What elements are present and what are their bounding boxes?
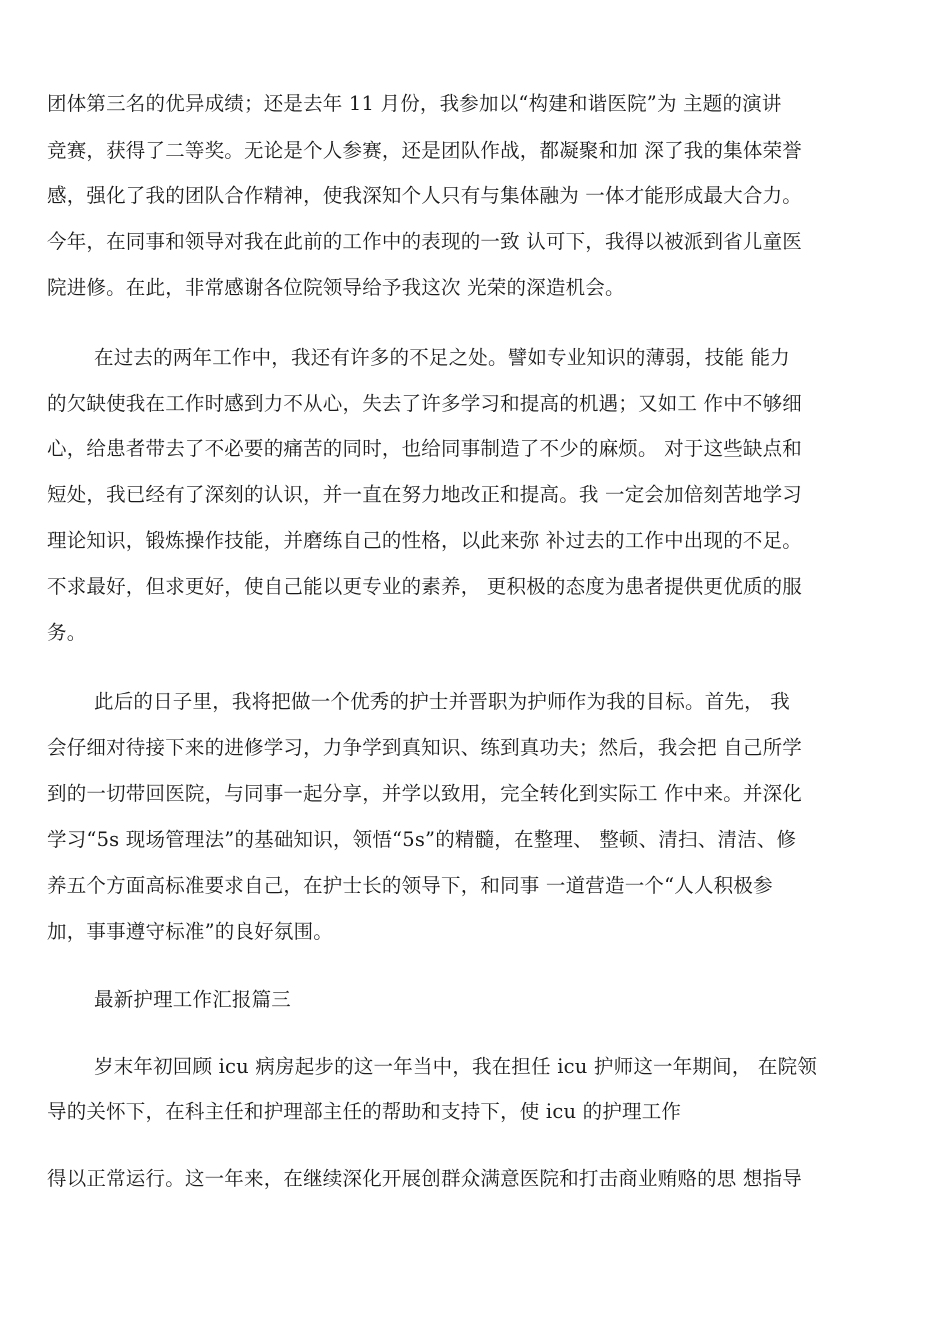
text-line: 的欠缺使我在工作时感到力不从心，失去了许多学习和提高的机遇；又如工 作中不够细 (47, 392, 802, 415)
text-line: 养五个方面高标准要求自己，在护士长的领导下，和同事 一道营造一个“人人积极参 (47, 874, 773, 897)
text-line: 会仔细对待接下来的进修学习，力争学到真知识、练到真功夫；然后，我会把 自己所学 (47, 736, 802, 759)
text-line: 不求最好，但求更好，使自己能以更专业的素养， 更积极的态度为患者提供更优质的服 (47, 575, 802, 598)
text-line: 团体第三名的优异成绩；还是去年 11 月份，我参加以“构建和谐医院”为 主题的演讲 (47, 92, 782, 115)
text-line: 院进修。在此，非常感谢各位院领导给予我这次 光荣的深造机会。 (47, 276, 625, 299)
text-line: 得以正常运行。这一年来，在继续深化开展创群众满意医院和打击商业贿赂的思 想指导 (47, 1167, 802, 1190)
text-line: 导的关怀下，在科主任和护理部主任的帮助和支持下，使 icu 的护理工作 (47, 1100, 682, 1123)
paragraph-start-line: 在过去的两年工作中，我还有许多的不足之处。譬如专业知识的薄弱，技能 能力 (94, 346, 790, 369)
section-heading: 最新护理工作汇报篇三 (94, 988, 292, 1011)
text-line: 理论知识，锻炼操作技能，并磨练自己的性格，以此来弥 补过去的工作中出现的不足。 (47, 529, 802, 552)
text-line: 务。 (47, 621, 87, 644)
text-line: 感，强化了我的团队合作精神，使我深知个人只有与集体融为 一体才能形成最大合力。 (47, 184, 802, 207)
text-line: 竞赛，获得了二等奖。无论是个人参赛，还是团队作战，都凝聚和加 深了我的集体荣誉 (47, 139, 802, 162)
text-line: 今年，在同事和领导对我在此前的工作中的表现的一致 认可下，我得以被派到省儿童医 (47, 230, 802, 253)
text-line: 学习“5s 现场管理法”的基础知识，领悟“5s”的精髓，在整理、 整顿、清扫、清洁、修 (47, 828, 797, 851)
paragraph-start-line: 岁末年初回顾 icu 病房起步的这一年当中，我在担任 icu 护师这一年期间， 在院领 (94, 1055, 818, 1078)
text-line: 到的一切带回医院，与同事一起分享，并学以致用，完全转化到实际工 作中来。并深化 (47, 782, 802, 805)
paragraph-start-line: 此后的日子里，我将把做一个优秀的护士并晋职为护师作为我的目标。首先， 我 (94, 690, 790, 713)
text-line: 加，事事遵守标准”的良好氛围。 (47, 920, 333, 943)
text-line: 短处，我已经有了深刻的认识，并一直在努力地改正和提高。我 一定会加倍刻苦地学习 (47, 483, 802, 506)
text-line: 心，给患者带去了不必要的痛苦的同时，也给同事制造了不少的麻烦。 对于这些缺点和 (47, 437, 802, 460)
